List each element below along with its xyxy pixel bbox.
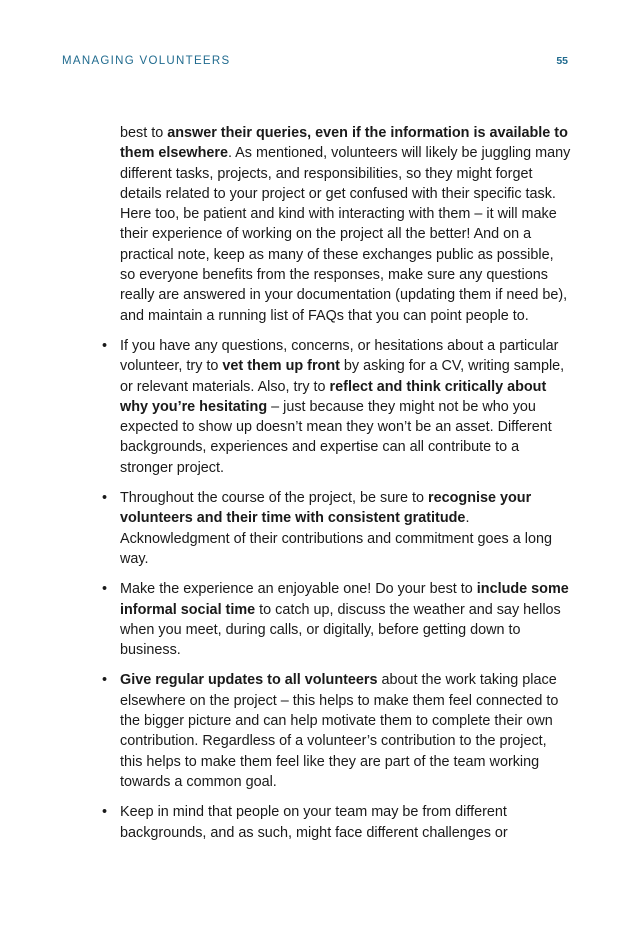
bullet-item <box>102 670 572 792</box>
chapter-title: MANAGING VOLUNTEERS <box>62 55 231 67</box>
bullet-item <box>102 579 572 660</box>
text-run: to catch up, discuss the weather and say hellos when you meet, during calls, or digitally, before getting down to business. <box>120 601 561 659</box>
bullet-marker: • <box>102 581 108 598</box>
text-run: – just because they might not be who you expected to show up doesn’t mean they won’t be an asset. Different backgrounds, experiences and expertise can all contribute to a stronger project. <box>120 398 552 476</box>
text-run: Make the experience an enjoyable one! Do your best to <box>120 581 477 598</box>
text-run: If you have any questions, concerns, or hesitations about a particular volunteer, try to <box>120 337 559 375</box>
text-run: Throughout the course of the project, be sure to <box>120 490 428 507</box>
bold-phrase: vet them up front <box>222 358 340 375</box>
bold-phrase: include some informal social time <box>120 581 569 618</box>
bullet-marker: • <box>102 804 108 821</box>
bold-phrase: recognise your volunteers and their time with consistent gratitude <box>120 490 532 527</box>
bullet-marker: • <box>102 672 108 689</box>
bullet-text <box>120 490 552 567</box>
page-number: 55 <box>556 55 568 67</box>
text-run: by asking for a CV, writing sample, or relevant materials. Also, try to <box>120 358 565 395</box>
bold-phrase: answer their queries, even if the information is available to them elsewhere <box>120 125 568 162</box>
bullet-marker: • <box>102 337 108 354</box>
bullet-item <box>102 336 572 478</box>
bold-phrase: Give regular updates to all volunteers <box>120 672 378 689</box>
text-run: . As mentioned, volunteers will likely be juggling many different tasks, projects, and responsibilities, so they might forget details related to your project or get confused with their specific task. Here too, be patient and kind with interacting with them – it will make their experience of working on the project all the better! And on a practical note, keep as many of these exchanges public as possible, so everyone benefits from the responses, make sure any questions really are answered in your documentation (updating them if need be), and maintain a running list of FAQs that you can point people to. <box>120 145 571 324</box>
bullet-marker: • <box>102 490 108 507</box>
bullet-item <box>102 802 572 843</box>
bold-phrase: reflect and think critically about why you’re hesitating <box>120 378 547 415</box>
text-run: best to <box>120 125 168 141</box>
running-header <box>62 55 568 71</box>
bullet-text <box>120 804 508 840</box>
bullet-text <box>120 338 564 476</box>
continuation-paragraph <box>102 123 572 326</box>
bullet-item <box>102 488 572 569</box>
text-run: Keep in mind that people on your team may be from different backgrounds, and as such, might face different challenges or <box>120 804 508 841</box>
body-text <box>102 123 572 843</box>
bullet-text <box>120 672 558 789</box>
text-run: about the work taking place elsewhere on the project – this helps to make them feel connected to the bigger picture and can help motivate them to complete their own contribution. Regardless of a volunteer’s contribution to the project, this helps to make them feel like they are part of the team working towards a common goal. <box>120 672 559 790</box>
bullet-text <box>120 581 569 658</box>
text-run: . Acknowledgment of their contributions and commitment goes a long way. <box>120 510 552 567</box>
